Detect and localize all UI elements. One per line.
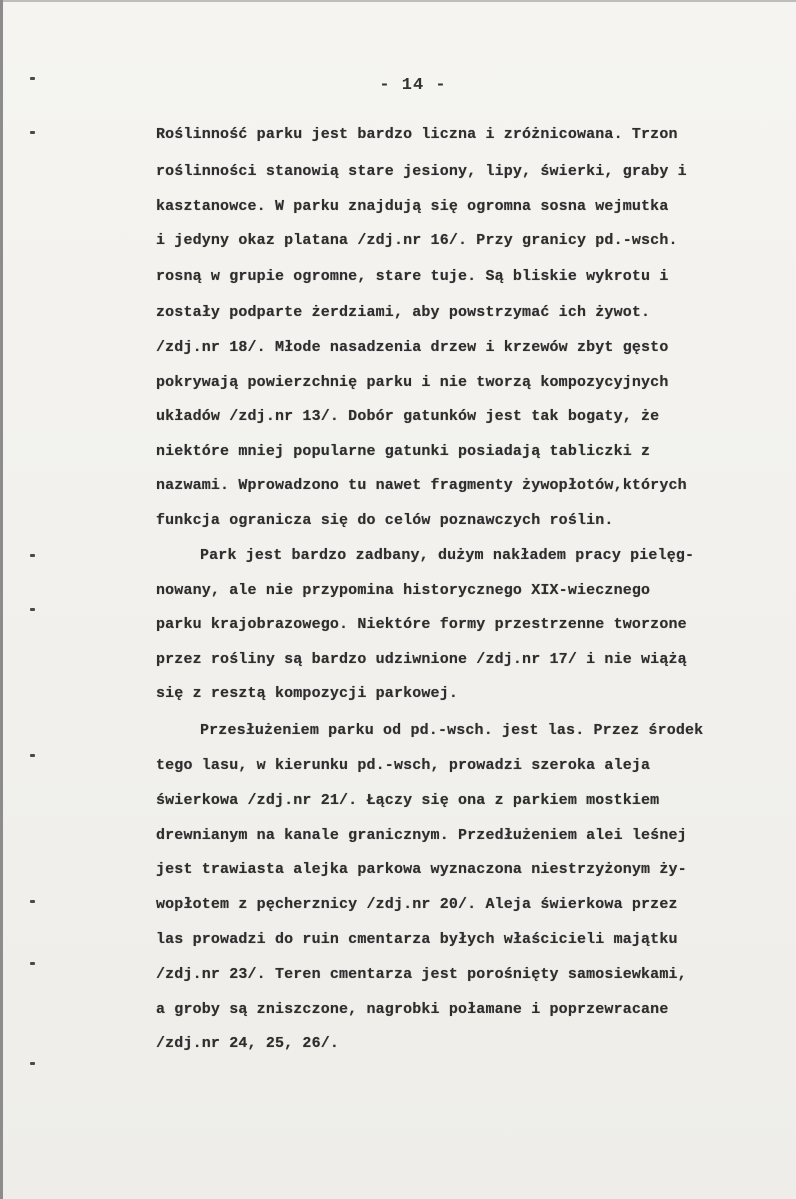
margin-mark — [30, 962, 35, 965]
text-line: drewnianym na kanale granicznym. Przedłużeniem alei leśnej — [156, 827, 687, 844]
text-line: niektóre mniej popularne gatunki posiadają tabliczki z — [156, 443, 651, 460]
text-line: Park jest bardzo zadbany, dużym nakładem pracy pielęg- — [200, 547, 695, 564]
text-line: zostały podparte żerdziami, aby powstrzymać ich żywot. — [156, 304, 651, 321]
text-line: tego lasu, w kierunku pd.-wsch, prowadzi szeroka aleja — [156, 757, 651, 774]
text-line: się z resztą kompozycji parkowej. — [156, 685, 458, 702]
text-line: Przesłużeniem parku od pd.-wsch. jest las. Przez środek — [200, 722, 704, 739]
text-line: kasztanowce. W parku znajdują się ogromna sosna wejmutka — [156, 198, 669, 215]
text-line: /zdj.nr 18/. Młode nasadzenia drzew i krzewów zbyt gęsto — [156, 339, 669, 356]
text-line: a groby są zniszczone, nagrobki połamane i poprzewracane — [156, 1001, 669, 1018]
page-number: - 14 - — [379, 76, 447, 95]
text-line: parku krajobrazowego. Niektóre formy przestrzenne tworzone — [156, 616, 687, 633]
margin-mark — [30, 754, 35, 757]
text-line: wopłotem z pęcherznicy /zdj.nr 20/. Aleja świerkowa przez — [156, 896, 678, 913]
text-line: i jedyny okaz platana /zdj.nr 16/. Przy granicy pd.-wsch. — [156, 232, 678, 249]
text-line: nowany, ale nie przypomina historycznego XIX-wiecznego — [156, 582, 651, 599]
margin-mark — [30, 554, 35, 557]
margin-mark — [30, 1062, 35, 1065]
text-line: świerkowa /zdj.nr 21/. Łączy się ona z parkiem mostkiem — [156, 792, 660, 809]
margin-mark — [30, 131, 35, 134]
text-line: /zdj.nr 24, 25, 26/. — [156, 1035, 340, 1052]
text-line: rosną w grupie ogromne, stare tuje. Są bliskie wykrotu i — [156, 268, 669, 285]
text-line: nazwami. Wprowadzono tu nawet fragmenty żywopłotów,których — [156, 477, 687, 494]
scan-edge-left — [0, 0, 3, 1199]
text-line: /zdj.nr 23/. Teren cmentarza jest porośnięty samosiewkami, — [156, 966, 687, 983]
margin-mark — [30, 900, 35, 903]
text-line: roślinności stanowią stare jesiony, lipy, świerki, graby i — [156, 163, 687, 180]
text-line: jest trawiasta alejka parkowa wyznaczona niestrzyżonym ży- — [156, 861, 687, 878]
text-line: las prowadzi do ruin cmentarza byłych właścicieli majątku — [156, 931, 678, 948]
margin-mark — [30, 77, 35, 80]
scan-edge-top — [0, 0, 796, 2]
text-line: układów /zdj.nr 13/. Dobór gatunków jest tak bogaty, że — [156, 408, 660, 425]
text-line: pokrywają powierzchnię parku i nie tworzą kompozycyjnych — [156, 374, 669, 391]
margin-mark — [30, 608, 35, 611]
text-line: Roślinność parku jest bardzo liczna i zróżnicowana. Trzon — [156, 126, 678, 143]
text-line: funkcja ogranicza się do celów poznawczych roślin. — [156, 512, 614, 529]
text-line: przez rośliny są bardzo udziwnione /zdj.nr 17/ i nie wiążą — [156, 651, 687, 668]
